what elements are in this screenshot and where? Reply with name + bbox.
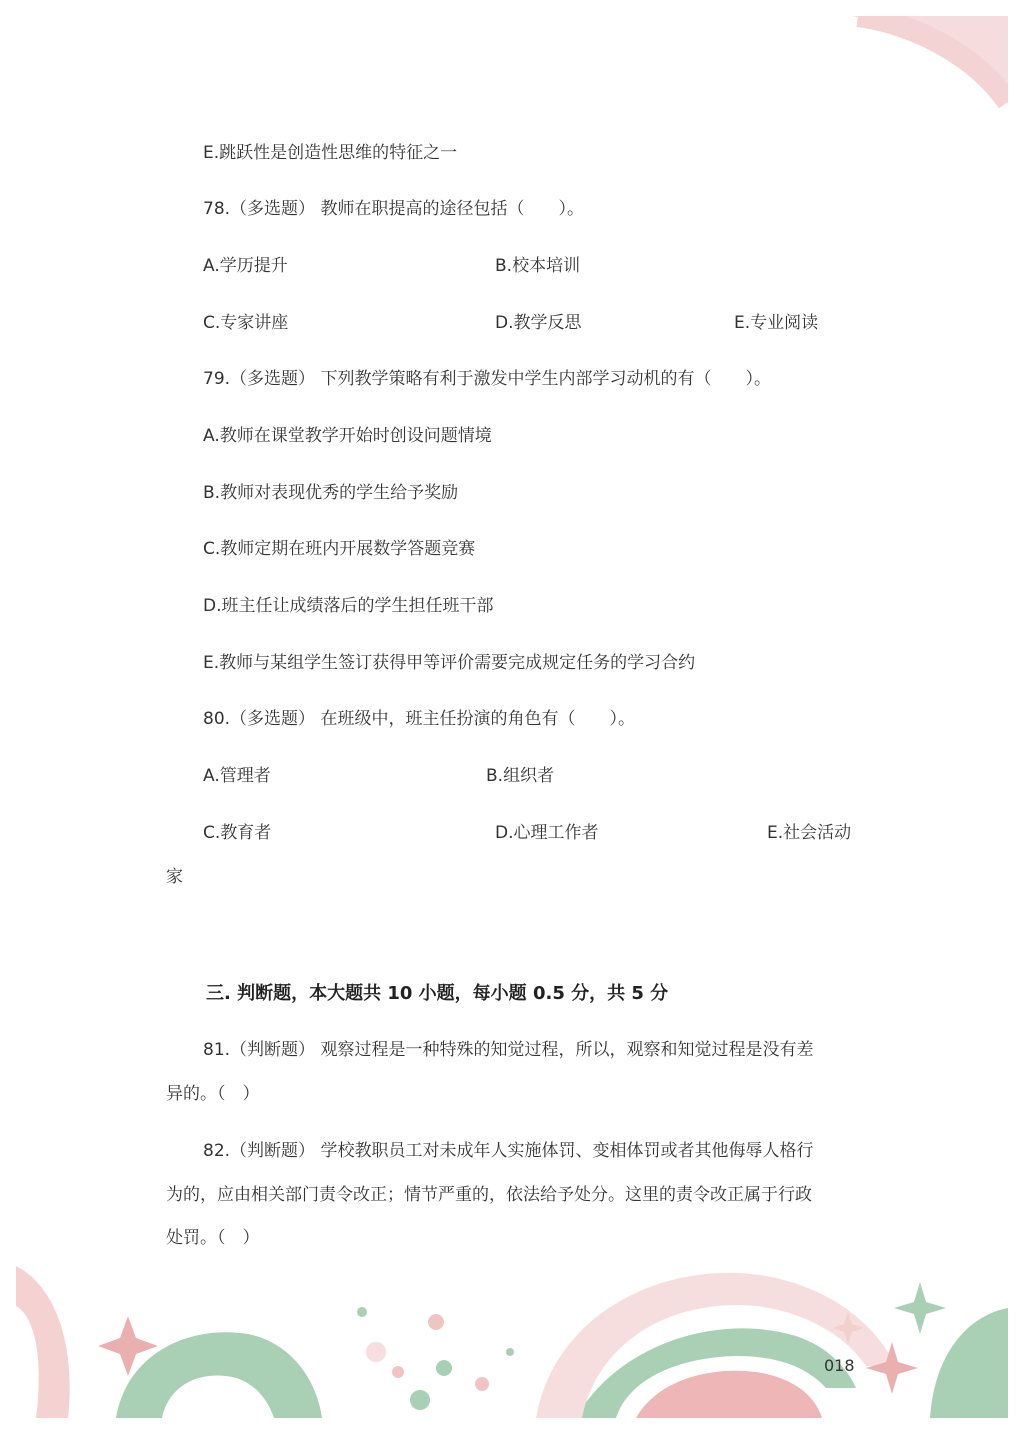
q79-option-b: B.教师对表现优秀的学生给予奖励: [203, 483, 459, 503]
q78-option-e: E.专业阅读: [734, 313, 819, 333]
q81-line-2: 异的。（ ）: [166, 1084, 260, 1104]
q80-option-c: C.教育者: [203, 823, 272, 843]
q81-line-1: 81.（判断题） 观察过程是一种特殊的知觉过程，所以，观察和知觉过程是没有差: [203, 1040, 814, 1060]
bottom-left-arc-decoration: [16, 1266, 70, 1418]
q78-stem: 78.（多选题） 教师在职提高的途径包括（ ）。: [203, 199, 584, 219]
q79-option-a: A.教师在课堂教学开始时创设问题情境: [203, 426, 492, 446]
q80-stem: 80.（多选题） 在班级中，班主任扮演的角色有（ ）。: [203, 709, 635, 729]
dot-decoration: [506, 1348, 514, 1356]
q82-line-1: 82.（判断题） 学校教职员工对未成年人实施体罚、变相体罚或者其他侮辱人格行: [203, 1141, 814, 1161]
dot-decoration: [357, 1307, 367, 1317]
q79-stem: 79.（多选题） 下列教学策略有利于激发中学生内部学习动机的有（ ）。: [203, 369, 771, 389]
dot-decoration: [392, 1366, 404, 1378]
q79-option-d: D.班主任让成绩落后的学生担任班干部: [203, 596, 494, 616]
page-number: 018: [824, 1356, 855, 1375]
q82-line-2: 为的，应由相关部门责令改正；情节严重的，依法给予处分。这里的责令改正属于行政: [166, 1185, 812, 1205]
q80-option-e-wrap: 家: [166, 867, 183, 887]
dot-decoration: [475, 1377, 489, 1391]
bottom-right-green-hill: [930, 1308, 1008, 1418]
q77-option-e: E.跳跃性是创造性思维的特征之一: [203, 143, 458, 163]
bottom-center-pink-band: [636, 1371, 822, 1418]
q78-option-c: C.专家讲座: [203, 313, 289, 333]
q79-option-c: C.教师定期在班内开展数学答题竞赛: [203, 539, 476, 559]
section-heading: 三. 判断题，本大题共 10 小题，每小题 0.5 分，共 5 分: [206, 983, 669, 1004]
q80-option-b: B.组织者: [486, 766, 555, 786]
q80-option-a: A.管理者: [203, 766, 271, 786]
dot-decoration: [410, 1390, 430, 1410]
q78-option-d: D.教学反思: [495, 313, 582, 333]
q78-option-a: A.学历提升: [203, 256, 288, 276]
q78-option-b: B.校本培训: [495, 256, 581, 276]
dot-decoration: [366, 1342, 386, 1362]
q82-line-3: 处罚。（ ）: [166, 1228, 260, 1248]
q79-option-e: E.教师与某组学生签订获得甲等评价需要完成规定任务的学习合约: [203, 653, 696, 673]
q80-option-d: D.心理工作者: [495, 823, 599, 843]
q80-option-e: E.社会活动: [767, 823, 852, 843]
document-page: [16, 16, 1008, 1418]
dot-decoration: [428, 1314, 444, 1330]
dot-decoration: [436, 1360, 452, 1376]
green-sparkle-right: [894, 1282, 946, 1334]
